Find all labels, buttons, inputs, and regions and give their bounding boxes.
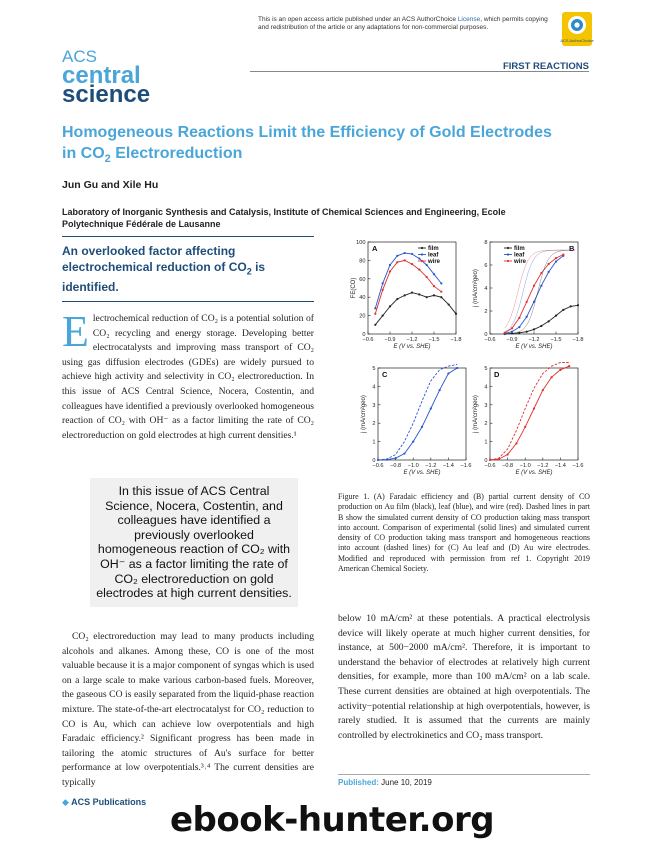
data-point-leaf <box>382 282 384 284</box>
data-point-film <box>426 296 428 298</box>
legend-marker <box>421 247 423 249</box>
plot-frame <box>490 368 578 460</box>
y-tick-label: 2 <box>484 309 488 315</box>
panel-d <box>473 363 584 477</box>
data-point-film <box>418 293 420 295</box>
data-point-film <box>562 309 564 311</box>
panel-label: C <box>382 370 388 379</box>
y-tick-label: 0 <box>484 332 488 338</box>
data-point-wire <box>526 301 528 303</box>
legend-marker <box>421 253 423 255</box>
data-point-leaf <box>412 441 414 443</box>
x-tick-label: −0.9 <box>506 337 518 343</box>
panel-label: B <box>569 244 575 253</box>
open-access-note: This is an open access article published under an ACS AuthorChoice License, which permits copying and redistribution of the article or any adaptations for non-commercial purposes. <box>258 16 548 31</box>
y-tick-label: 1 <box>372 439 376 446</box>
data-point-wire <box>382 289 384 291</box>
data-point-film <box>382 315 384 317</box>
x-tick-label: −1.5 <box>428 337 440 343</box>
y-tick-label: 3 <box>372 402 376 409</box>
x-tick-label: −1.8 <box>572 337 584 343</box>
x-tick-label: −1.5 <box>550 337 562 343</box>
series-line-wire <box>490 366 569 460</box>
data-point-film <box>404 294 406 296</box>
data-point-wire <box>548 263 550 265</box>
x-tick-label: −1.0 <box>407 463 419 469</box>
data-point-wire <box>404 259 406 261</box>
y-tick-label: 20 <box>359 313 366 320</box>
data-point-wire <box>511 327 513 329</box>
abstract-box <box>62 236 314 302</box>
x-tick-label: −1.6 <box>460 463 472 469</box>
legend-label: wire <box>514 259 527 265</box>
x-tick-label: −0.6 <box>362 337 374 343</box>
authorchoice-badge-icon <box>562 12 592 46</box>
x-tick-label: −0.9 <box>384 337 396 343</box>
y-tick-label: 4 <box>372 384 376 391</box>
y-tick-label: 0 <box>372 458 376 464</box>
data-point-film <box>440 296 442 298</box>
x-tick-label: −1.0 <box>519 463 531 469</box>
y-axis-label: j (mA/cm²geo) <box>473 269 479 307</box>
data-point-wire <box>515 442 517 444</box>
data-point-film <box>396 298 398 300</box>
data-point-leaf <box>404 252 406 254</box>
data-point-wire <box>540 272 542 274</box>
data-point-wire <box>411 263 413 265</box>
article-title: Homogeneous Reactions Limit the Efficiency of Gold Electrodes in $CO_2$ Electroreduction <box>62 124 552 166</box>
legend-label: film <box>514 246 525 252</box>
panel-label: D <box>494 370 500 379</box>
data-point-leaf <box>396 255 398 257</box>
svg-text:ACS AuthorChoice: ACS AuthorChoice <box>560 38 594 43</box>
journal-logo: ACS central science <box>62 47 151 108</box>
y-tick-label: 100 <box>356 240 366 246</box>
y-tick-label: 5 <box>372 366 376 372</box>
data-point-leaf <box>456 367 458 369</box>
legend-label: film <box>428 246 439 252</box>
panel-a <box>351 240 462 350</box>
authors: Jun Gu and Xile Hu <box>62 179 159 191</box>
y-tick-label: 8 <box>484 240 488 246</box>
data-point-leaf <box>447 372 449 374</box>
data-point-leaf <box>511 331 513 333</box>
legend-marker <box>507 253 509 255</box>
data-point-film <box>448 303 450 305</box>
legend-marker <box>507 247 509 249</box>
legend-marker <box>421 260 423 262</box>
data-point-film <box>411 292 413 294</box>
data-point-wire <box>426 276 428 278</box>
data-point-wire <box>555 257 557 259</box>
figure-caption: Figure 1. (A) Faradaic efficiency and (B) partial current density of CO production on Au film (black), leaf (blue), and wire (red). Dashed lines in part B show the simulated current density of CO production taking mass transport into account. Comparison of experimental (solid lines) and simulated current density of CO production taking mass transport and homogeneous reactions into account (dashed lines) for (C) Au leaf and (D) Au wire electrodes. Modified and reproduced with permission from ref 1. Copyright 2019 American Chemical Society. <box>338 492 590 574</box>
data-point-leaf <box>540 285 542 287</box>
y-tick-label: 5 <box>484 366 488 372</box>
paragraph-intro: Electrochemical reduction of CO₂ is a potential solution of CO₂ recycling and energy storage. Developing better electrocatalysts and improving mass transport of CO₂ using gas diffusion electrodes (GDEs) are widely pursued to achieve high activity and selectivity in CO₂ electroreduction. In this issue of ACS Central Science, Nocera, Costentin, and colleagues have identified a previously overlooked homogeneous reaction of CO₂ with OH⁻ as a factor limiting the rate of CO₂ electroreduction on gold electrodes at high current densities.¹ <box>62 307 314 441</box>
paragraph-3: below 10 mA/cm² at these potentials. A practical electrolysis device will likely operate at much higher current densities, for instance, at 500−2000 mA/cm². Therefore, it is important to understand the behavior of electrodes at relatively high current densities, for example, more than 100 mA/cm² on a lab scale. These current densities are obtained at high overpotentials. The activity−potential relationship at high overpotentials, however, is rarely studied. It is assumed that the currents are mainly controlled by electrokinetics and CO₂ mass transport. <box>338 613 590 741</box>
data-point-wire <box>533 285 535 287</box>
series-line-wire-simulated <box>490 363 569 461</box>
y-axis-label: FE(CO) <box>351 277 357 299</box>
y-axis-label: j (mA/cm²geo) <box>473 395 479 433</box>
data-point-leaf <box>548 271 550 273</box>
data-point-leaf <box>403 452 405 454</box>
y-tick-label: 4 <box>484 384 488 391</box>
x-tick-label: −0.6 <box>484 337 496 343</box>
data-point-leaf <box>395 457 397 459</box>
data-point-film <box>526 331 528 333</box>
data-point-film <box>533 328 535 330</box>
data-point-film <box>555 315 557 317</box>
y-tick-label: 40 <box>359 295 366 302</box>
data-point-leaf <box>439 389 441 391</box>
data-point-leaf <box>440 282 442 284</box>
x-tick-label: −0.8 <box>390 463 402 469</box>
y-axis-label: j (mA/cm²geo) <box>361 395 367 433</box>
data-point-film <box>540 325 542 327</box>
plot-frame <box>378 368 466 460</box>
data-point-film <box>548 320 550 322</box>
data-point-leaf <box>418 257 420 259</box>
data-point-leaf <box>411 253 413 255</box>
y-tick-label: 80 <box>359 258 366 265</box>
data-point-leaf <box>433 273 435 275</box>
y-tick-label: 0 <box>484 458 488 464</box>
data-point-film <box>570 305 572 307</box>
data-point-leaf <box>389 264 391 266</box>
data-point-film <box>455 313 457 315</box>
acs-publications-logo: ◆ ACS Publications <box>62 797 147 807</box>
data-point-wire <box>533 407 535 409</box>
data-point-wire <box>524 426 526 428</box>
panel-label: A <box>372 244 378 253</box>
panel-b <box>473 240 584 350</box>
series-line-wire <box>375 260 441 313</box>
legend-label: wire <box>428 259 441 265</box>
section-label: FIRST REACTIONS <box>502 61 589 72</box>
x-tick-label: −0.6 <box>484 463 496 469</box>
plot-frame <box>490 242 578 334</box>
series-line-film <box>375 293 456 325</box>
published-line: Published: June 10, 2019 <box>338 778 432 787</box>
data-point-leaf <box>430 407 432 409</box>
y-tick-label: 4 <box>484 286 488 292</box>
pull-quote: In this issue of ACS Central Science, Nocera, Costentin, and colleagues have identified a previously overlooked homogeneous reaction of CO₂ with OH⁻ as a factor limiting the rate of CO₂ electroreduction on gold electrodes at high current densities. <box>90 478 298 607</box>
y-tick-label: 3 <box>484 402 488 409</box>
published-rule <box>338 774 590 775</box>
legend-label: leaf <box>428 252 439 259</box>
data-point-wire <box>440 291 442 293</box>
figure-1 <box>338 236 594 488</box>
data-point-wire <box>374 313 376 315</box>
data-point-wire <box>418 269 420 271</box>
data-point-leaf <box>555 260 557 262</box>
x-axis-label: E (V vs. SHE) <box>403 470 441 476</box>
abstract-text: An overlooked factor affecting electrochemical reduction of $CO_2$ is identified. <box>62 244 266 295</box>
y-tick-label: 2 <box>484 421 488 428</box>
data-point-wire <box>504 332 506 334</box>
data-point-wire <box>389 270 391 272</box>
data-point-wire <box>551 376 553 378</box>
data-point-leaf <box>526 316 528 318</box>
affiliation: Laboratory of Inorganic Synthesis and Catalysis, Institute of Chemical Sciences and Engineering, Ecole Polytechnique Fédérale de Lausanne <box>62 207 506 229</box>
y-tick-label: 60 <box>359 276 366 283</box>
x-tick-label: −1.4 <box>442 463 454 469</box>
data-point-leaf <box>421 426 423 428</box>
license-link[interactable]: License <box>457 16 481 23</box>
data-point-film <box>374 324 376 326</box>
data-point-film <box>433 294 435 296</box>
y-tick-label: 6 <box>484 263 488 269</box>
x-tick-label: −1.2 <box>425 463 437 469</box>
x-tick-label: −1.8 <box>450 337 462 343</box>
data-point-wire <box>559 369 561 371</box>
series-line-wire <box>505 252 564 333</box>
y-tick-label: 2 <box>372 421 376 428</box>
x-tick-label: −0.8 <box>502 463 514 469</box>
series-line-leaf <box>505 256 564 334</box>
legend-marker <box>507 260 509 262</box>
data-point-wire <box>562 254 564 256</box>
data-point-wire <box>433 285 435 287</box>
y-tick-label: 0 <box>362 332 366 338</box>
panel-c <box>361 364 472 476</box>
x-tick-label: −1.2 <box>537 463 549 469</box>
y-tick-label: 1 <box>484 439 488 446</box>
x-tick-label: −1.2 <box>528 337 540 343</box>
series-line-leaf <box>378 368 457 460</box>
x-tick-label: −1.6 <box>572 463 584 469</box>
drop-cap: E <box>62 307 89 356</box>
data-point-leaf <box>518 326 520 328</box>
data-point-wire <box>518 317 520 319</box>
x-tick-label: −1.4 <box>554 463 566 469</box>
x-axis-label: E (V vs. SHE) <box>515 344 553 350</box>
data-point-leaf <box>374 307 376 309</box>
data-point-wire <box>568 365 570 367</box>
watermark: ebook-hunter.org <box>170 800 495 840</box>
data-point-wire <box>542 389 544 391</box>
legend-label: leaf <box>514 252 525 259</box>
x-axis-label: E (V vs. SHE) <box>515 470 553 476</box>
data-point-wire <box>396 261 398 263</box>
x-axis-label: E (V vs. SHE) <box>393 344 431 350</box>
x-tick-label: −0.6 <box>372 463 384 469</box>
paragraph-2: CO₂ electroreduction may lead to many products including alcohols and alkanes. Among these, CO is one of the most valuable because it is a major component of syngas which is used on a large scale to make various carbon-based fuels. Moreover, the gaseous CO is easily separated from the liquid-phase reaction mixture. The state-of-the-art electrocatalyst for CO₂ reduction to CO is Au, which can achieve low overpotentials and high Faradaic efficiency.² Significant progress has been made in tailoring the atomic structures of Au's surface for better performance at low overpotentials.³˒⁴ The current densities are typically <box>62 631 314 788</box>
x-tick-label: −1.2 <box>406 337 418 343</box>
data-point-wire <box>507 453 509 455</box>
data-point-film <box>577 304 579 306</box>
data-point-film <box>389 305 391 307</box>
